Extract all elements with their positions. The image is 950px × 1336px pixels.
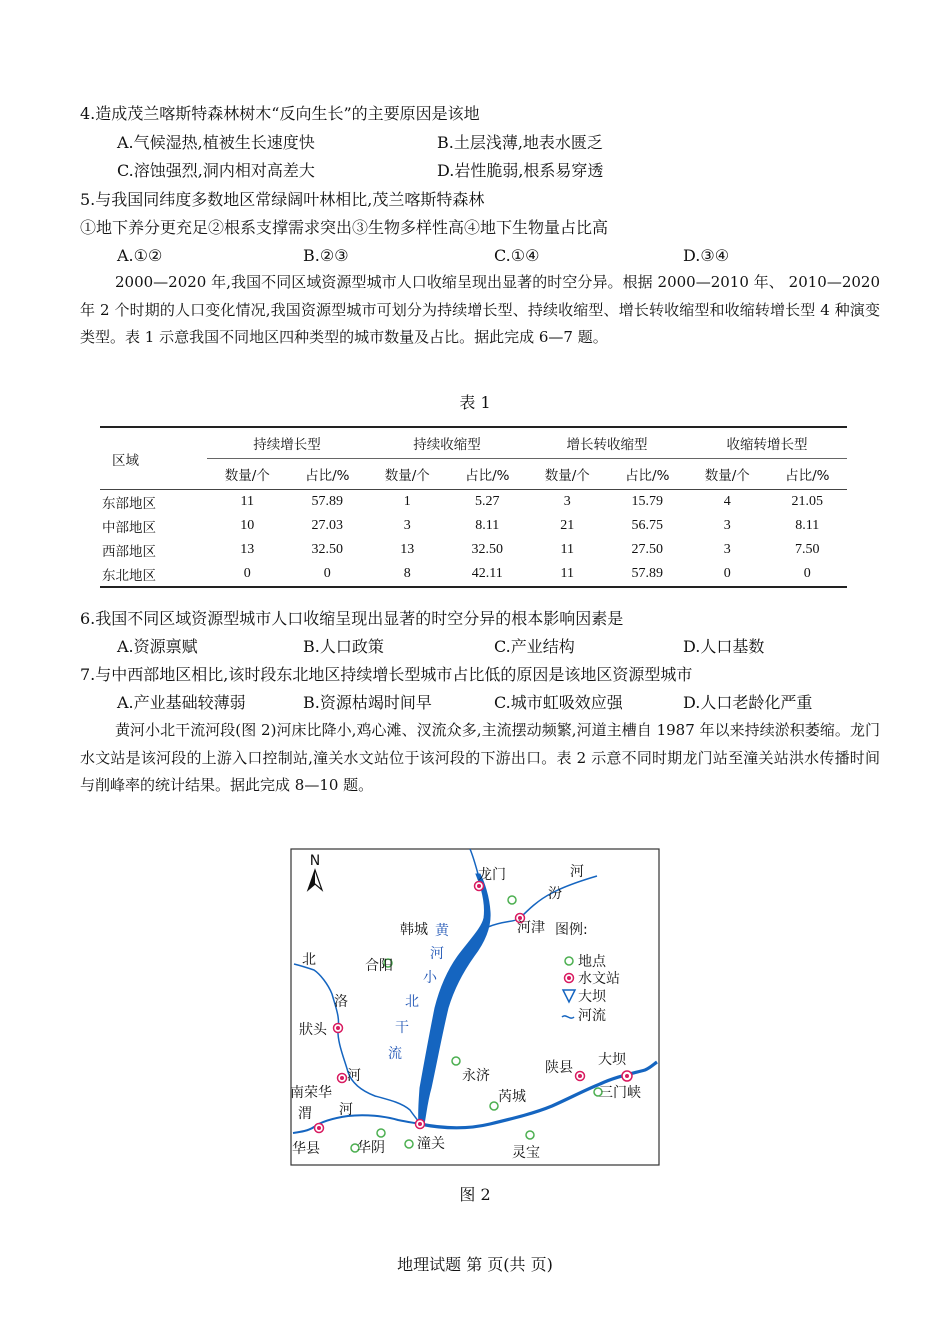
table1-count-header: 数量/个: [527, 459, 608, 490]
table-cell: 8.11: [795, 518, 820, 533]
place-marker: [508, 896, 516, 904]
table1-share-header: 占比/%: [608, 459, 687, 490]
q5-option-c: C.①④: [494, 246, 540, 265]
table-cell: 11: [560, 542, 574, 557]
table1-count-header: 数量/个: [367, 459, 448, 490]
table-cell: 32.50: [471, 542, 504, 557]
q6-option-b: B.人口政策: [303, 637, 384, 656]
river-name-char: 河: [430, 946, 444, 962]
river-name-char: 流: [388, 1046, 402, 1062]
table-cell: 21: [560, 518, 575, 533]
table-cell: 27.03: [311, 518, 344, 533]
q5-option-d: D.③④: [683, 246, 730, 265]
table1-group-header: 增长转收缩型: [527, 427, 687, 459]
q7-option-c: C.城市虹吸效应强: [494, 693, 623, 712]
q7-option-b: B.资源枯竭时间早: [303, 693, 432, 712]
q6-option-a: A.资源禀赋: [117, 637, 198, 656]
label-heyang: 合阳: [365, 958, 393, 974]
table-cell: 7.50: [795, 542, 820, 557]
table1-group-header: 持续增长型: [207, 427, 367, 459]
label-hejin: 河津: [517, 920, 545, 936]
table-row: [100, 514, 847, 538]
table-cell: 27.50: [631, 542, 663, 557]
label-sanmenxia: 三门峡: [599, 1085, 641, 1101]
table-row: [100, 562, 847, 587]
legend-place-marker: [565, 957, 573, 965]
table-cell: 3: [563, 494, 571, 509]
table-cell: 11: [527, 562, 608, 587]
table-cell: 57.89: [608, 562, 687, 587]
table-cell: 0: [768, 562, 847, 587]
q4-option-b: B.土层浅薄,地表水匮乏: [437, 133, 603, 152]
table-cell: 8.11: [475, 518, 500, 533]
table1-share-header: 占比/%: [288, 459, 367, 490]
table-cell: 4: [723, 494, 731, 509]
table-cell: 3: [723, 518, 731, 533]
q4-option-d: D.岩性脆弱,根系易穿透: [437, 161, 604, 180]
table1-share-header: 占比/%: [448, 459, 527, 490]
table1-count-header: 数量/个: [687, 459, 768, 490]
place-marker: [377, 1129, 385, 1137]
q5-items: ①地下养分更充足②根系支撑需求突出③生物多样性高④地下生物量占比高: [80, 218, 609, 237]
q4-option-a: A.气候湿热,植被生长速度快: [117, 133, 315, 152]
north-label: N: [309, 853, 321, 869]
legend-river-label: 河流: [578, 1008, 606, 1024]
table-cell: 0: [687, 562, 768, 587]
figure2-caption: 图 2: [459, 1185, 491, 1204]
table-cell: 57.89: [311, 494, 344, 509]
table1-share-header: 占比/%: [768, 459, 847, 490]
label-yongji: 永济: [462, 1068, 490, 1084]
figure2-map: [290, 848, 660, 1166]
table1: [100, 426, 847, 588]
label-wei: 渭: [298, 1106, 312, 1122]
label-longmen: 龙门: [478, 867, 506, 883]
table-cell: 13: [400, 542, 415, 557]
page-footer: 地理试题 第 页(共 页): [397, 1255, 553, 1274]
label-zhuangtou: 狀头: [299, 1022, 327, 1038]
table-cell: 21.05: [791, 494, 824, 509]
q6-stem: 6.我国不同区域资源型城市人口收缩呈现出显著的时空分异的根本影响因素是: [80, 609, 624, 628]
table-cell: 0: [207, 562, 288, 587]
river-name-char: 黄: [435, 923, 449, 939]
legend-title: 图例:: [555, 922, 588, 938]
table-cell: 42.11: [448, 562, 527, 587]
place-marker: [526, 1131, 534, 1139]
q7-stem: 7.与中西部地区相比,该时段东北地区持续增长型城市占比低的原因是该地区资源型城市: [80, 665, 693, 684]
table-cell: 3: [403, 518, 411, 533]
river-name-char: 干: [395, 1020, 409, 1036]
q6-option-c: C.产业结构: [494, 637, 575, 656]
table-row: [100, 538, 847, 562]
label-he-wei: 河: [339, 1102, 353, 1118]
table-cell: 32.50: [311, 542, 344, 557]
table-cell: 0: [288, 562, 367, 587]
place-marker: [490, 1102, 498, 1110]
q7-option-a: A.产业基础较薄弱: [117, 693, 246, 712]
label-daba: 大坝: [598, 1052, 626, 1068]
label-huaxian: 华县: [292, 1141, 320, 1157]
table-cell: 3: [723, 542, 731, 557]
legend-place-label: 地点: [578, 954, 606, 970]
table1-group-header: 收缩转增长型: [687, 427, 847, 459]
label-shanxian: 陕县: [545, 1060, 573, 1076]
label-ruicheng: 芮城: [498, 1089, 526, 1105]
legend-dam-label: 大坝: [578, 989, 606, 1005]
table-row: [100, 490, 847, 515]
label-fen-he: 河: [570, 864, 584, 880]
table1-region-header: 区域: [100, 427, 207, 490]
label-nanronghua: 南荣华: [290, 1085, 332, 1101]
table-cell-region: 西部地区: [102, 544, 156, 560]
q4-option-c: C.溶蚀强烈,洞内相对高差大: [117, 161, 315, 180]
table-cell: 56.75: [631, 518, 663, 533]
table-cell: 10: [240, 518, 255, 533]
label-lingbao: 灵宝: [512, 1145, 540, 1161]
passage-population-shrinkage: 2000—2020 年,我国不同区域资源型城市人口收缩呈现出显著的时空分异。根据 2000—2010 年、 2010—2020 年 2 个时期的人口变化情况,我国资源型城市可划分为持续增长型、持续收缩型、增长转收缩型和收缩转增长型 4 种演变类型。表 1 示意我国不同地区四种类型的城市数量及占比。据此完成 6—7 题。: [80, 273, 880, 346]
label-luo: 洛: [334, 994, 348, 1010]
table1-caption: 表 1: [459, 393, 491, 412]
q5-option-a: A.①②: [117, 246, 163, 265]
table1-group-header: 持续收缩型: [367, 427, 527, 459]
table-cell: 13: [240, 542, 255, 557]
label-hancheng: 韩城: [400, 922, 428, 938]
q7-option-d: D.人口老龄化严重: [683, 693, 813, 712]
table-cell-region: 中部地区: [102, 520, 156, 536]
table-cell: 1: [403, 494, 411, 509]
table-cell-region: 东部地区: [102, 496, 156, 512]
river-name-char: 小: [423, 970, 437, 986]
table1-count-header: 数量/个: [207, 459, 288, 490]
label-tongguan: 潼关: [417, 1136, 445, 1152]
label-fen: 汾: [548, 886, 562, 902]
river-name-char: 北: [405, 994, 419, 1010]
q6-option-d: D.人口基数: [683, 637, 765, 656]
q5-option-b: B.②③: [303, 246, 349, 265]
dam-icon: [622, 1071, 632, 1081]
place-marker: [452, 1057, 460, 1065]
legend-station-label: 水文站: [578, 971, 620, 987]
place-marker: [405, 1140, 413, 1148]
label-huayin: 华阴: [357, 1140, 385, 1156]
passage-yellow-river: 黄河小北干流河段(图 2)河床比降小,鸡心滩、汊流众多,主流摆动频繁,河道主槽自 1987 年以来持续淤积萎缩。龙门水文站是该河段的上游入口控制站,潼关水文站位于该河段的下游出口。表 2 示意不同时期龙门站至潼关站洪水传播时间与削峰率的统计结果。据此完成 8—10 题。: [80, 721, 880, 794]
table-cell: 8: [367, 562, 448, 587]
label-he-luo: 河: [347, 1068, 361, 1084]
q5-stem: 5.与我国同纬度多数地区常绿阔叶林相比,茂兰喀斯特森林: [80, 190, 485, 209]
label-bei: 北: [302, 952, 316, 968]
table-cell: 5.27: [475, 494, 500, 509]
table-cell-region: 东北地区: [100, 562, 207, 587]
q4-stem: 4.造成茂兰喀斯特森林树木“反向生长”的主要原因是该地: [80, 104, 480, 123]
table-cell: 11: [240, 494, 255, 509]
table-cell: 15.79: [631, 494, 663, 509]
